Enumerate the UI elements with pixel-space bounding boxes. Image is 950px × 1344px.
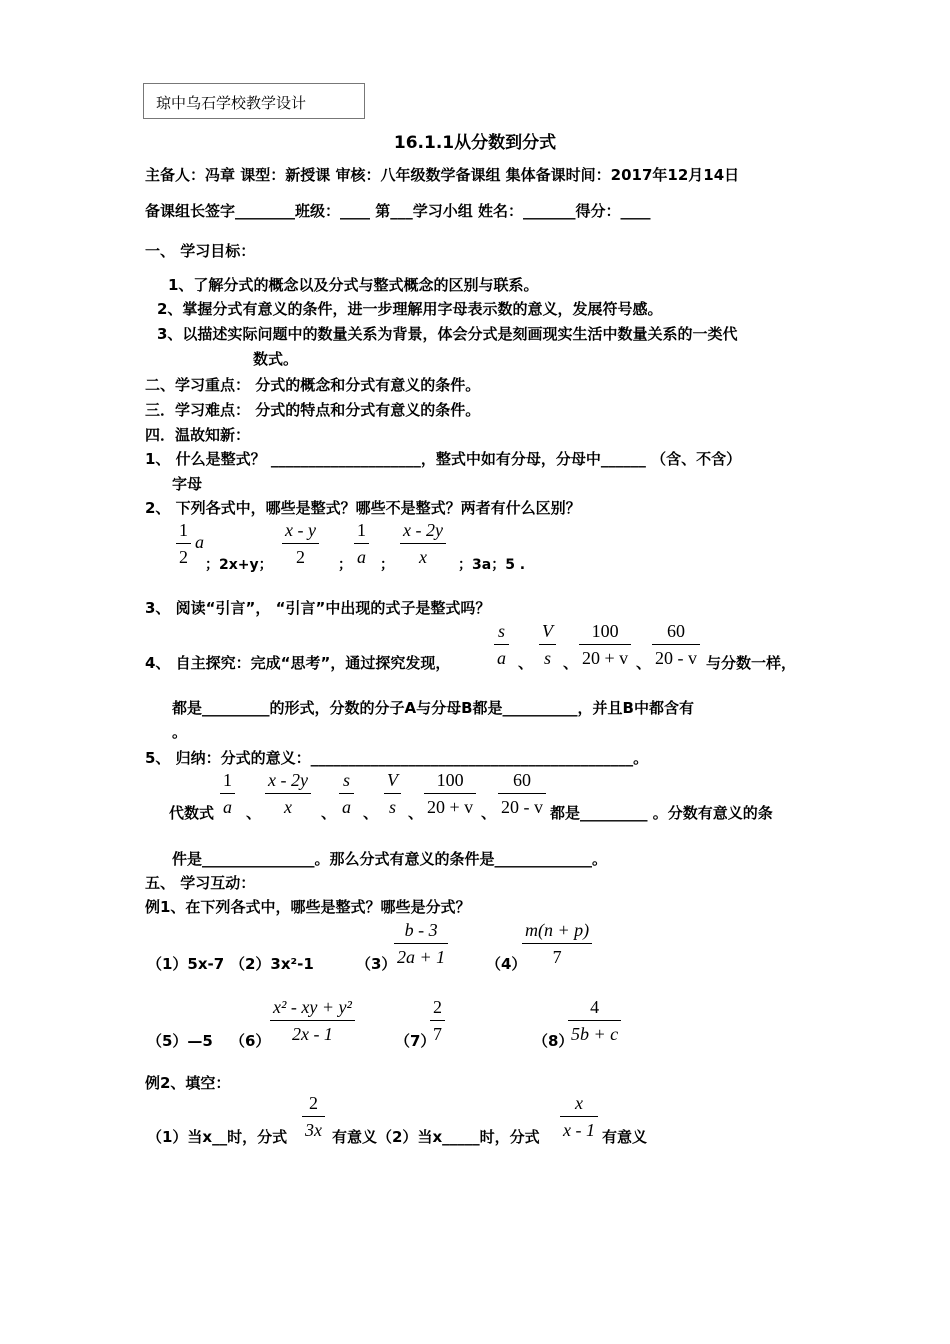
q5-sep: 、 bbox=[246, 804, 262, 822]
sep-1: ；2x+y； bbox=[205, 557, 273, 573]
question-1-cont: 字母 bbox=[172, 475, 203, 493]
q4-frac-V-s: V s bbox=[539, 620, 556, 669]
ex1-frac-3: b - 3 2a + 1 bbox=[394, 919, 448, 968]
q5-sep: 、 bbox=[481, 804, 497, 822]
ex2-frac-2: x x - 1 bbox=[560, 1092, 598, 1141]
section-1-heading: 一、 学习目标： bbox=[145, 242, 256, 260]
section-2-heading: 二、学习重点： 分式的概念和分式有意义的条件。 bbox=[145, 376, 481, 394]
question-5-cont: 件是_______________。那么分式有意义的条件是_____________。 bbox=[172, 850, 608, 868]
q5-prefix: 代数式 bbox=[169, 804, 215, 822]
fraction-1-over-a: 1 a bbox=[354, 519, 369, 568]
page-title: 16.1.1从分数到分式 bbox=[393, 133, 557, 153]
example-1: 例1、在下列各式中，哪些是整式？哪些是分式？ bbox=[145, 898, 471, 916]
section-5-heading: 五、 学习互动： bbox=[145, 874, 256, 892]
example-2: 例2、填空： bbox=[145, 1074, 231, 1092]
question-1: 1、 什么是整式？ ____________________，整式中如有分母，分母中______ （含、不含） bbox=[145, 450, 742, 468]
q5-sep: 、 bbox=[363, 804, 379, 822]
ex2-part-2: 有意义（2）当x_____时，分式 bbox=[332, 1128, 540, 1146]
question-4-cont: 都是_________的形式，分数的分子A与分母B都是__________，并且B中都含有 bbox=[172, 699, 694, 717]
sep-2: ； bbox=[338, 557, 352, 573]
question-4: 4、 自主探究：完成“思考”，通过探究发现， bbox=[145, 654, 451, 672]
question-3: 3、 阅读“引言”， “引言”中出现的式子是整式吗？ bbox=[145, 599, 491, 617]
goal-3a: 3、以描述实际问题中的数量关系为背景，体会分式是刻画现实生活中数量关系的一类代 bbox=[157, 325, 738, 343]
ex1-item-7: （7） bbox=[395, 1032, 436, 1050]
goal-3b: 数式。 bbox=[253, 350, 299, 368]
goal-1: 1、了解分式的概念以及分式与整式概念的区别与联系。 bbox=[168, 276, 539, 294]
q4-sep: 、 bbox=[518, 654, 534, 672]
q5-frac-100: 100 20 + v bbox=[424, 769, 476, 818]
sep-3: ； bbox=[380, 557, 394, 573]
q4-sep: 、 bbox=[563, 654, 579, 672]
tail-2: ；3a；5 . bbox=[458, 557, 526, 573]
ex1-frac-8: 4 5b + c bbox=[568, 996, 621, 1045]
q5-frac-V-s: V s bbox=[384, 769, 401, 818]
ex1-item-8: （8） bbox=[533, 1032, 574, 1050]
question-4-end: 。 bbox=[172, 723, 188, 741]
section-4-heading: 四．温故知新： bbox=[145, 426, 251, 444]
fraction-x-minus-2y: x - 2y x bbox=[400, 519, 446, 568]
school-header-box bbox=[143, 83, 365, 119]
fraction-1-over-2: 1 2 bbox=[176, 519, 191, 568]
q4-frac-100: 100 20 + v bbox=[579, 620, 631, 669]
ex1-frac-7: 2 7 bbox=[430, 996, 445, 1045]
q5-frac-60: 60 20 - v bbox=[498, 769, 546, 818]
goal-2: 2、掌握分式有意义的条件，进一步理解用字母表示数的意义，发展符号感。 bbox=[157, 300, 663, 318]
question-2: 2、 下列各式中，哪些是整式？哪些不是整式？两者有什么区别？ bbox=[145, 499, 581, 517]
ex1-item-1: （1）5x-7 bbox=[147, 955, 225, 973]
q4-frac-60: 60 20 - v bbox=[652, 620, 700, 669]
ex2-part-1: （1）当x__时，分式 bbox=[147, 1128, 288, 1146]
q4-tail: 与分数一样， bbox=[706, 654, 797, 672]
ex1-frac-4: m(n + p) 7 bbox=[522, 919, 592, 968]
q4-frac-s-a: s a bbox=[494, 620, 509, 669]
info-line-1: 主备人：冯章 课型：新授课 审核：八年级数学备课组 集体备课时间：2017年12月14日 bbox=[145, 166, 740, 184]
ex1-item-2: （2）3x²-1 bbox=[230, 955, 314, 973]
q5-frac-s-a: s a bbox=[339, 769, 354, 818]
q4-sep: 、 bbox=[636, 654, 652, 672]
ex1-item-5: （5）—5 bbox=[147, 1032, 213, 1050]
fraction-x-minus-y: x - y 2 bbox=[282, 519, 319, 568]
ex1-item-4: （4） bbox=[486, 955, 527, 973]
q5-sep: 、 bbox=[321, 804, 337, 822]
q5-frac-1-a: 1 a bbox=[220, 769, 235, 818]
school-header: 琼中乌石学校教学设计 bbox=[156, 94, 307, 112]
info-line-2: 备课组长签字________班级：____ 第___学习小组 姓名：_______得分：____ bbox=[145, 202, 651, 220]
ex1-item-6: （6） bbox=[230, 1032, 271, 1050]
variable-a: a bbox=[195, 532, 204, 552]
ex2-part-3: 有意义 bbox=[602, 1128, 648, 1146]
ex1-item-3: （3） bbox=[356, 955, 397, 973]
ex1-frac-6: x² - xy + y² 2x - 1 bbox=[270, 996, 355, 1045]
q5-frac-x2y: x - 2y x bbox=[265, 769, 311, 818]
q5-tail: 都是_________ 。分数有意义的条 bbox=[550, 804, 773, 822]
ex2-frac-1: 2 3x bbox=[302, 1092, 325, 1141]
q5-sep: 、 bbox=[408, 804, 424, 822]
section-3-heading: 三．学习难点： 分式的特点和分式有意义的条件。 bbox=[145, 401, 481, 419]
question-5: 5、 归纳：分式的意义：___________________________________________。 bbox=[145, 749, 649, 767]
